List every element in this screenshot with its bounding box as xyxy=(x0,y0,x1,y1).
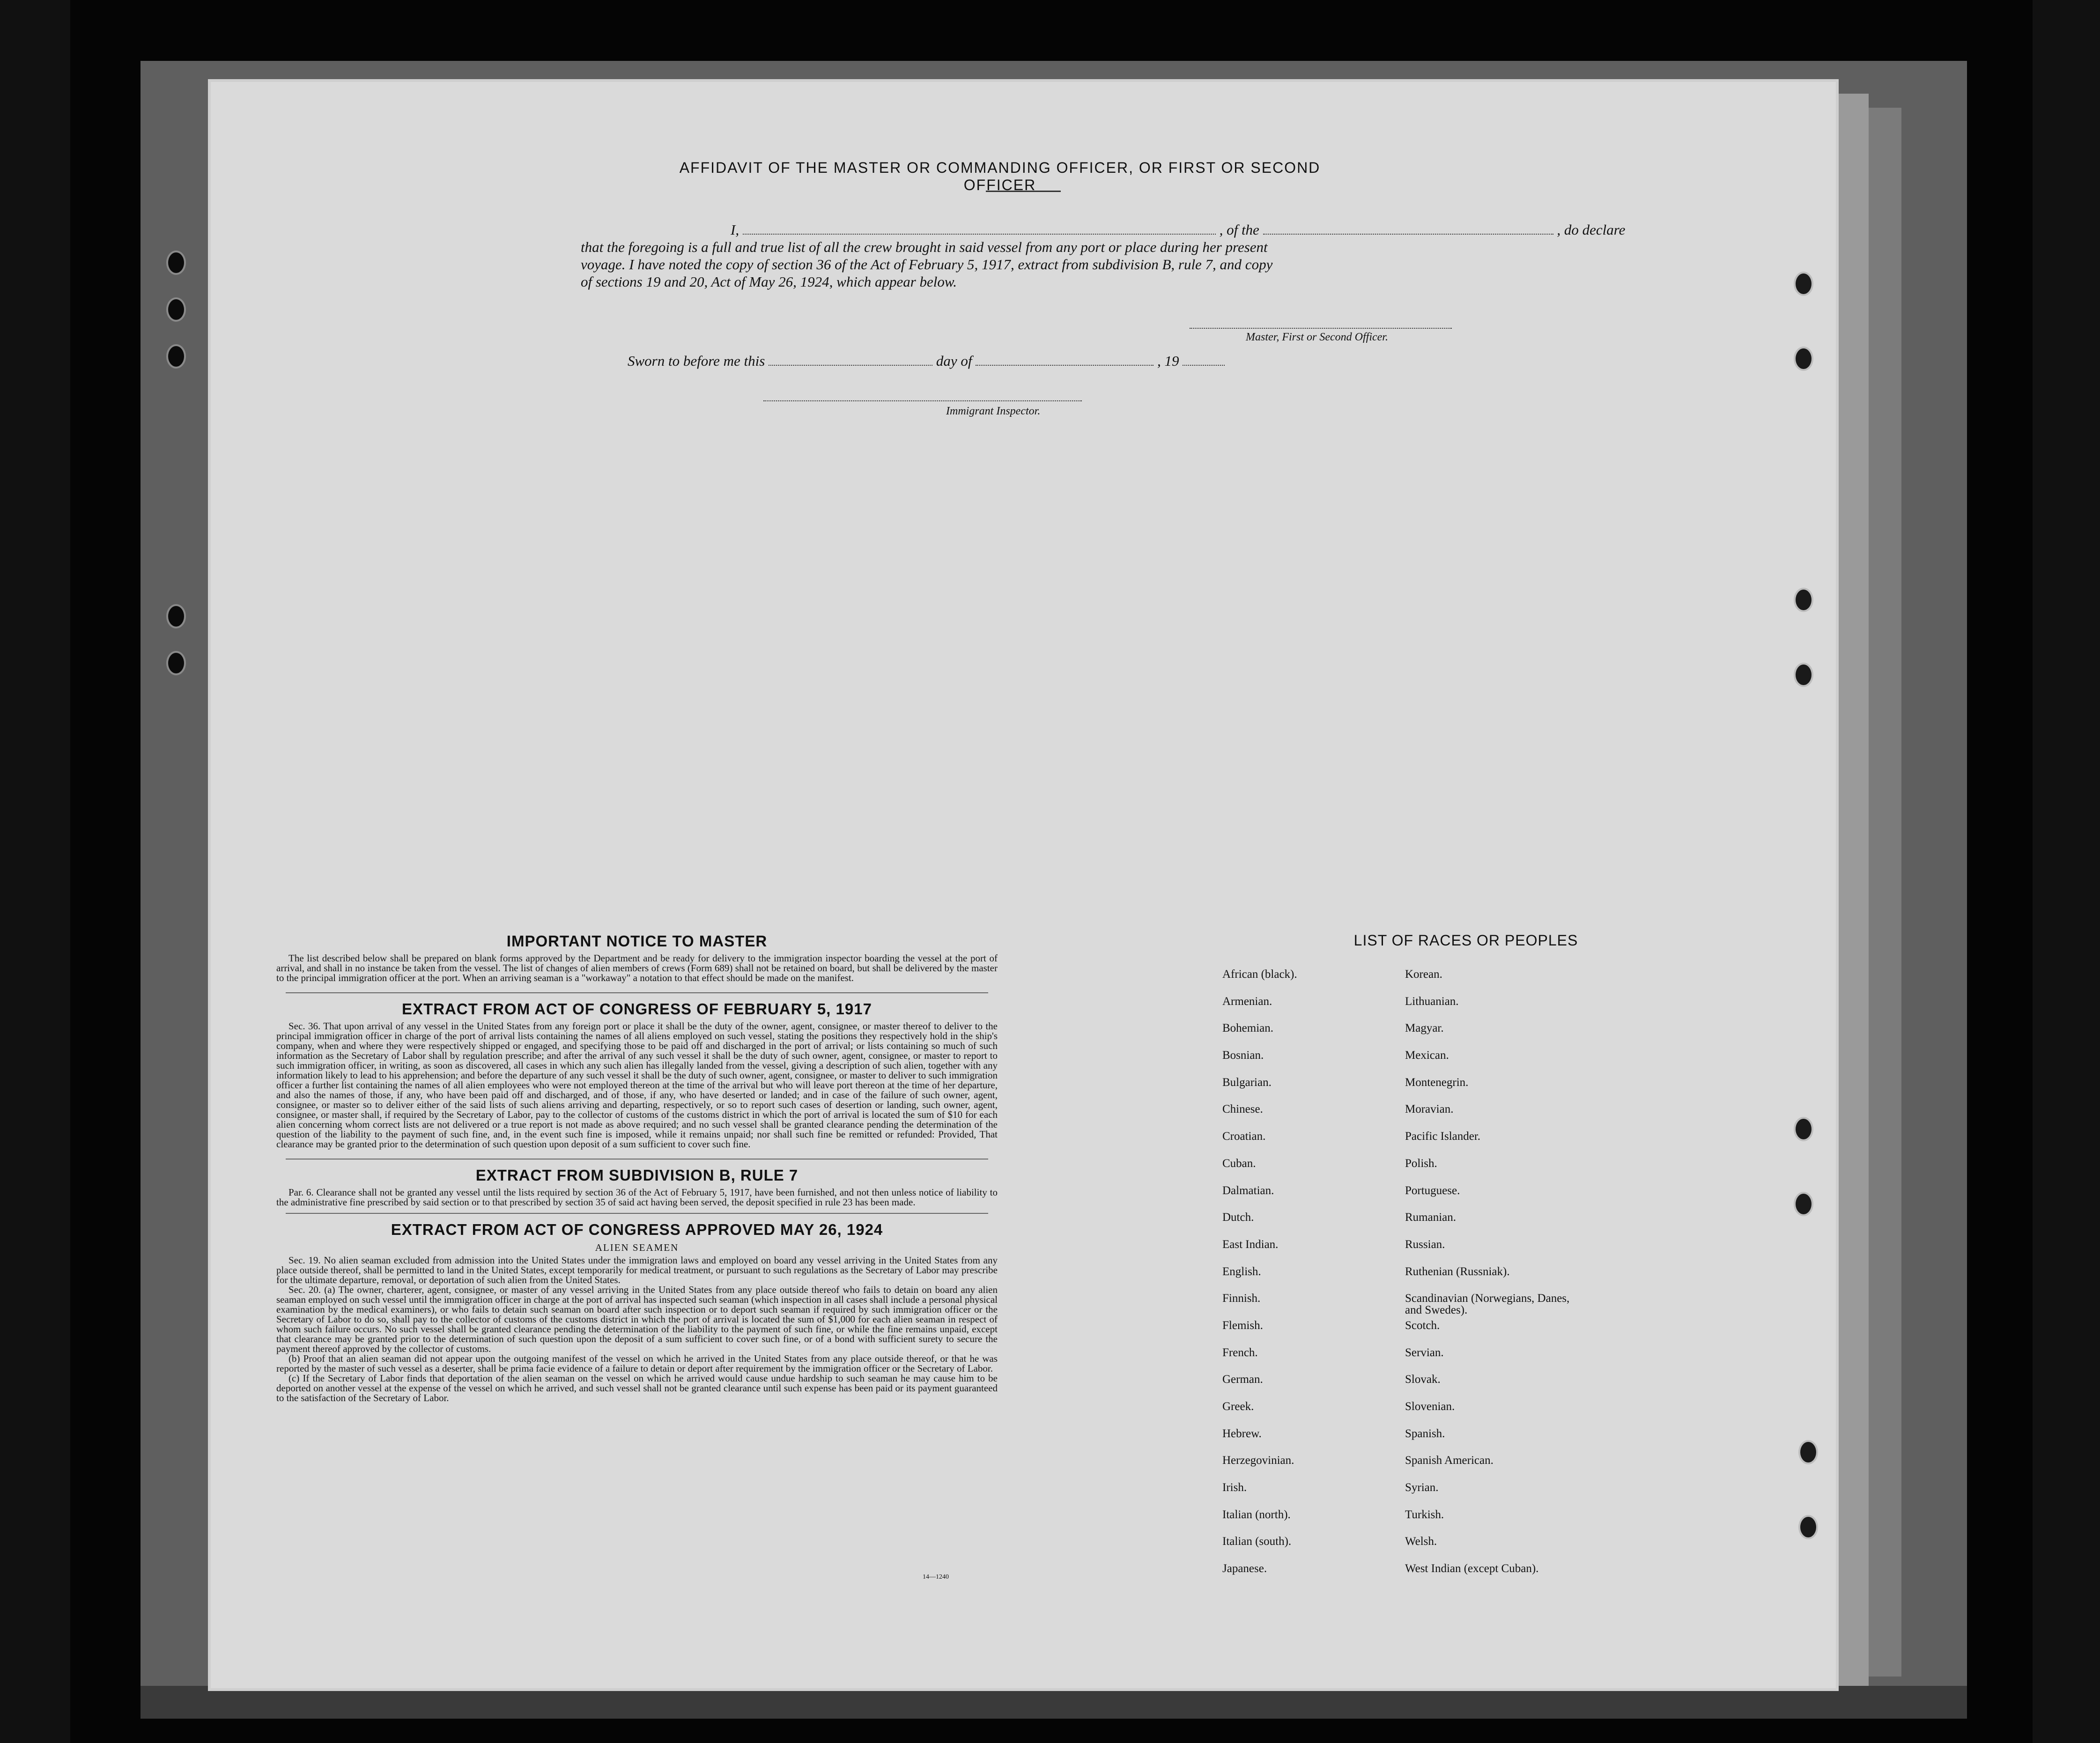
extract-rule7-title: EXTRACT FROM SUBDIVISION B, RULE 7 xyxy=(475,1167,799,1184)
race-item: Chinese. xyxy=(1222,1103,1263,1116)
race-item: Scotch. xyxy=(1405,1319,1440,1332)
sworn-day-blank xyxy=(769,353,932,366)
race-item: Hebrew. xyxy=(1222,1427,1262,1440)
affidavit-of-the: , of the xyxy=(1219,222,1259,238)
binder-hole xyxy=(166,344,186,369)
master-signature-line xyxy=(1190,328,1452,329)
race-item: Italian (south). xyxy=(1222,1535,1292,1548)
film-edge-left xyxy=(0,0,70,1743)
race-item: Bohemian. xyxy=(1222,1022,1274,1035)
race-item: Welsh. xyxy=(1405,1535,1437,1548)
binder-hole xyxy=(1798,1440,1818,1464)
races-right-column xyxy=(1405,968,1583,1590)
race-item: Japanese. xyxy=(1222,1562,1267,1575)
race-item: Rumanian. xyxy=(1405,1211,1457,1224)
race-item: Ruthenian (Russniak). xyxy=(1405,1265,1510,1278)
race-item: Bulgarian. xyxy=(1222,1076,1272,1089)
title-rule xyxy=(986,191,1061,192)
affidavit-title: AFFIDAVIT OF THE MASTER OR COMMANDING OFFICER, OR FIRST OR SECOND OFFICER xyxy=(679,159,1321,193)
binder-hole xyxy=(1794,663,1813,687)
race-item: Greek. xyxy=(1222,1400,1254,1413)
race-item: Pacific Islander. xyxy=(1405,1130,1481,1143)
inspector-signature-label: Immigrant Inspector. xyxy=(946,405,1041,417)
race-item: Cuban. xyxy=(1222,1157,1256,1170)
affidavit-line-3: voyage. I have noted the copy of section 36 of the Act of February 5, 1917, extract from subdivision B, rule 7, and copy xyxy=(581,256,1273,273)
binder-hole xyxy=(1794,1192,1813,1216)
race-item: Armenian. xyxy=(1222,995,1272,1008)
race-item: Montenegrin. xyxy=(1405,1076,1469,1089)
affidavit-line-2: that the foregoing is a full and true list of all the crew brought in said vessel from any port or place during her present xyxy=(581,239,1268,255)
sworn-year: , 19 xyxy=(1157,353,1179,369)
race-item: Finnish. xyxy=(1222,1292,1261,1305)
race-item: Croatian. xyxy=(1222,1130,1266,1143)
binder-hole xyxy=(1794,1117,1813,1141)
races-title: LIST OF RACES OR PEOPLES xyxy=(1353,932,1578,949)
sec-20b-body: (b) Proof that an alien seaman did not appear upon the outgoing manifest of the vessel on which he arrived in the United States from any place outside thereof, or that he was reported by the master of such vessel as a deserter, shall be prima facie evidence of a failure to detain or deport after requirement by the immigration officer or the Secretary of Labor. xyxy=(276,1353,998,1374)
race-item: East Indian. xyxy=(1222,1238,1279,1251)
race-item: Dutch. xyxy=(1222,1211,1254,1224)
extract-rule7-body: Par. 6. Clearance shall not be granted any vessel until the lists required by section 36 of the Act of February 5, 1917, have been furnished, and not then unless notice of liability to the administrative fine prescribed by said section or to that prescribed by section 35 of said act having been served, the deposit specified in rule 23 has been made. xyxy=(276,1187,998,1208)
races-left-column xyxy=(1222,968,1297,1590)
notice-body: The list described below shall be prepared on blank forms approved by the Department and be ready for delivery to the immigration inspector boarding the vessel at the port of arrival, and shall in no instance be taken from the vessel. The list of changes of alien members of crews (Form 689) shall not be retained on board, but shall be delivered by the master to the principal immigration officer at the port. When an arriving seaman is a "workaway" a notation to that effect should be made on the manifest. xyxy=(276,953,998,983)
binder-hole xyxy=(1794,347,1813,371)
master-signature-label: Master, First or Second Officer. xyxy=(1246,331,1388,343)
binder-hole xyxy=(1794,272,1813,296)
affidavit-line-1 xyxy=(731,222,1625,238)
race-item: Mexican. xyxy=(1405,1049,1449,1062)
name-blank xyxy=(743,222,1216,235)
race-item: Herzegovinian. xyxy=(1222,1454,1294,1467)
backing-board-shadow xyxy=(140,1686,1967,1719)
binder-hole xyxy=(166,297,186,322)
race-item: Moravian. xyxy=(1405,1103,1454,1116)
divider xyxy=(286,992,988,993)
race-item: Polish. xyxy=(1405,1157,1437,1170)
race-item: Flemish. xyxy=(1222,1319,1263,1332)
race-item: Slovenian. xyxy=(1405,1400,1455,1413)
race-item: Russian. xyxy=(1405,1238,1445,1251)
sworn-year-blank xyxy=(1183,353,1225,366)
binder-hole xyxy=(1798,1515,1818,1539)
binder-hole xyxy=(166,604,186,628)
sworn-prefix: Sworn to before me this xyxy=(628,353,765,369)
affidavit-i: I, xyxy=(731,222,739,238)
race-item: Irish. xyxy=(1222,1481,1247,1494)
affidavit-declare: , do declare xyxy=(1557,222,1626,238)
alien-seamen-subtitle: ALIEN SEAMEN xyxy=(595,1242,679,1253)
race-item: Spanish. xyxy=(1405,1427,1445,1440)
extract-1917-body: Sec. 36. That upon arrival of any vessel in the United States from any foreign port or place it shall be the duty of the owner, agent, consignee, or master thereof to deliver to the principal immigration officer in charge of the port of arrival lists containing the names of all aliens employed on such vessel, stating the positions they respectively hold in the ship's company, when and where they were respectively shipped or engaged, and specifying those to be paid off and discharged in the port of arrival; or lists containing so much of such information as the Secretary of Labor shall by regulation prescribe; and after the arrival of any such vessel it shall be the duty of such owner, agent, consignee, or master to report to such immigration officer, in writing, as soon as discovered, all cases in which any such alien has illegally landed from the vessel, giving a description of such alien, together with any information likely to lead to his apprehension; and before the departure of any such vessel it shall be the duty of such owner, agent, consignee, or master to deliver to such immigration officer a further list containing the names of all alien employees who were not employed thereon at the time of the arrival but who will leave port thereon at the time of her departure, and also the names of those, if any, who have been paid off and discharged, and of those, if any, who have deserted or landed; and in case of the failure of such owner, agent, consignee, or master so to deliver either of the said lists of such aliens arriving and departing, respectively, or so to report such cases of desertion or landing, such owner, agent, consignee, or master shall, if required by the Secretary of Labor, pay to the collector of customs of the customs district in which the port of arrival is located the sum of $10 for each alien concerning whom correct lists are not delivered or a true report is not made as above required; and no such vessel shall be granted clearance pending the determination of the question of the liability to the payment of such fine, and, in the event such fine is imposed, while it remains unpaid; nor shall such fine be remitted or refunded: Provided, That clearance may be granted prior to the determination of such question upon deposit of a sum sufficient to cover such fine. xyxy=(276,1020,998,1150)
binder-hole xyxy=(166,651,186,675)
page-edge-strip xyxy=(1869,108,1901,1677)
notice-column xyxy=(276,932,998,1403)
race-item: Turkish. xyxy=(1405,1508,1444,1521)
sec-20c-body: (c) If the Secretary of Labor finds that deportation of the alien seaman on the vessel on which he arrived would cause undue hardship to such seaman he may cause him to be deported on another vessel at the expense of the vessel on which he arrived, and such vessel shall not be granted clearance until such expense has been paid or its payment guaranteed to the satisfaction of the Secretary of Labor. xyxy=(276,1373,998,1403)
sec-20a-body: Sec. 20. (a) The owner, charterer, agent, consignee, or master of any vessel arriving in the United States from any place outside thereof who fails to detain on board any alien seaman employed on such vessel until the immigration officer in charge at the port of arrival has inspected such seaman (which inspection in all cases shall include a personal physical examination by the medical examiners), or who fails to detain such seaman on board after such inspection or to deport such seaman if required by such immigration officer or the Secretary of Labor to do so, shall pay to the collector of customs of the customs district in which the port of arrival is located the sum of $1,000 for each alien seaman in respect of whom such failure occurs. No such vessel shall be granted clearance pending the determination of the liability to the payment of such fine, or while the fine remains unpaid, except that clearance may be granted prior to the determination of such question upon the deposit of a sum sufficient to cover such fine, or of a bond with sufficient surety to secure the payment thereof approved by the collector of customs. xyxy=(276,1284,998,1354)
sec-19-body: Sec. 19. No alien seaman excluded from admission into the United States under the immigration laws and employed on board any vessel arriving in the United States from any place outside thereof, shall be permitted to land in the United States, except temporarily for medical treatment, or pursuant to such regulations as the Secretary of Labor may prescribe for the ultimate departure, removal, or deportation of such alien from the United States. xyxy=(276,1255,998,1285)
race-item: Bosnian. xyxy=(1222,1049,1264,1062)
binder-hole xyxy=(1794,588,1813,612)
sworn-line xyxy=(628,353,1225,369)
affidavit-line-4: of sections 19 and 20, Act of May 26, 1924, which appear below. xyxy=(581,273,957,290)
inspector-signature-line xyxy=(763,400,1082,401)
race-item: Portuguese. xyxy=(1405,1184,1460,1197)
form-number: 14—1240 xyxy=(923,1573,949,1581)
vessel-blank xyxy=(1263,222,1553,235)
race-item: West Indian (except Cuban). xyxy=(1405,1562,1539,1575)
divider xyxy=(286,1159,988,1160)
race-item: Italian (north). xyxy=(1222,1508,1291,1521)
extract-1924-title: EXTRACT FROM ACT OF CONGRESS APPROVED MAY 26, 1924 xyxy=(391,1221,883,1238)
extract-1917-title: EXTRACT FROM ACT OF CONGRESS OF FEBRUARY 5, 1917 xyxy=(402,1000,872,1018)
race-item: English. xyxy=(1222,1265,1261,1278)
race-item: Dalmatian. xyxy=(1222,1184,1274,1197)
race-item: Syrian. xyxy=(1405,1481,1439,1494)
race-item: Scandinavian (Norwegians, Danes, and Swedes). xyxy=(1405,1292,1570,1317)
divider xyxy=(286,1213,988,1214)
race-item: Spanish American. xyxy=(1405,1454,1494,1467)
manifest-page xyxy=(211,82,1836,1688)
race-item: Magyar. xyxy=(1405,1022,1444,1035)
film-edge-right xyxy=(2033,0,2100,1743)
race-item: African (black). xyxy=(1222,968,1297,981)
race-item: Slovak. xyxy=(1405,1373,1441,1386)
binder-hole xyxy=(166,251,186,275)
race-item: Korean. xyxy=(1405,968,1442,981)
race-item: German. xyxy=(1222,1373,1263,1386)
sworn-month-blank xyxy=(976,353,1154,366)
race-item: French. xyxy=(1222,1346,1258,1359)
sworn-day-label: day of xyxy=(936,353,972,369)
race-item: Servian. xyxy=(1405,1346,1444,1359)
notice-title: IMPORTANT NOTICE TO MASTER xyxy=(506,932,768,950)
race-item: Lithuanian. xyxy=(1405,995,1459,1008)
